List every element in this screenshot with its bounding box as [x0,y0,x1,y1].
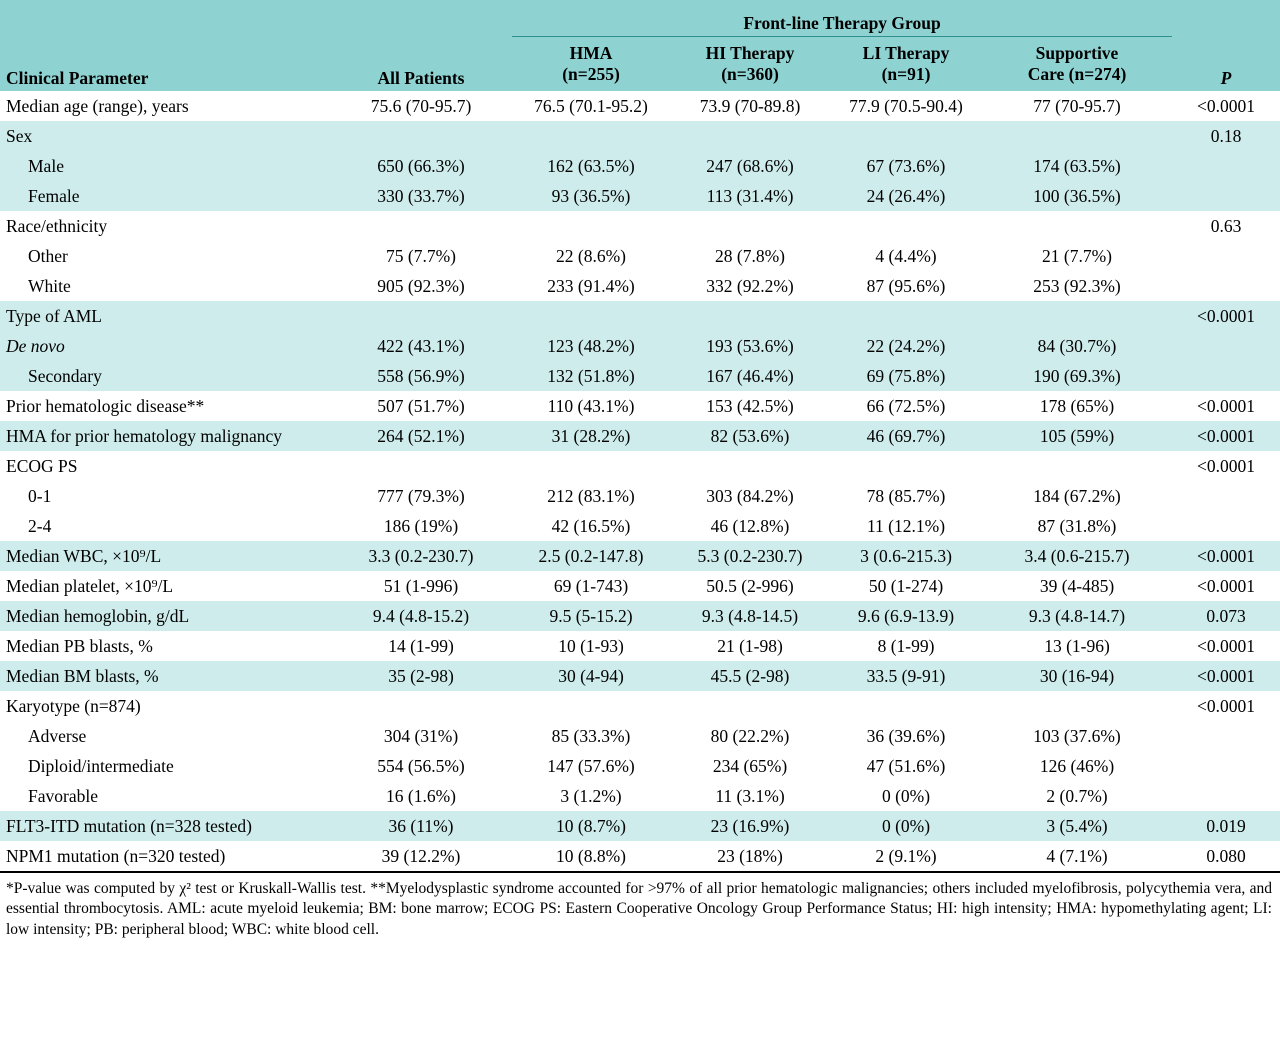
header-sub-hi-n: (n=360) [721,64,779,84]
row-value: 85 (33.3%) [512,721,670,751]
row-label: HMA for prior hematology malignancy [0,421,330,451]
row-value: 507 (51.7%) [330,391,512,421]
row-value: 77 (70-95.7) [982,91,1172,121]
row-value [830,301,982,331]
row-value: 80 (22.2%) [670,721,830,751]
table-row [0,481,1280,511]
row-value [982,451,1172,481]
row-value [982,691,1172,721]
row-label: Adverse [0,721,330,751]
row-value: 36 (39.6%) [830,721,982,751]
row-value: 14 (1-99) [330,631,512,661]
row-value: 11 (3.1%) [670,781,830,811]
row-value: 153 (42.5%) [670,391,830,421]
table-row [0,91,1280,121]
row-value: 46 (12.8%) [670,511,830,541]
row-value: 39 (4-485) [982,571,1172,601]
table-row [0,211,1280,241]
row-p-value: <0.0001 [1172,391,1280,421]
row-value: 132 (51.8%) [512,361,670,391]
row-value: 178 (65%) [982,391,1172,421]
row-p-value: <0.0001 [1172,631,1280,661]
row-value: 9.5 (5-15.2) [512,601,670,631]
header-sub-supportive-n: Care (n=274) [1027,64,1127,84]
row-value: 332 (92.2%) [670,271,830,301]
row-value [512,301,670,331]
row-value: 77.9 (70.5-90.4) [830,91,982,121]
row-p-value [1172,331,1280,361]
row-value: 10 (1-93) [512,631,670,661]
row-value [830,211,982,241]
row-value: 39 (12.2%) [330,841,512,871]
row-label: FLT3-ITD mutation (n=328 tested) [0,811,330,841]
row-value: 87 (95.6%) [830,271,982,301]
row-value: 22 (24.2%) [830,331,982,361]
row-value: 253 (92.3%) [982,271,1172,301]
row-value: 126 (46%) [982,751,1172,781]
row-p-value [1172,721,1280,751]
row-value: 8 (1-99) [830,631,982,661]
row-value: 4 (7.1%) [982,841,1172,871]
row-p-value [1172,241,1280,271]
row-value: 10 (8.8%) [512,841,670,871]
row-value: 3 (0.6-215.3) [830,541,982,571]
row-value: 190 (69.3%) [982,361,1172,391]
row-value: 162 (63.5%) [512,151,670,181]
row-value: 9.3 (4.8-14.5) [670,601,830,631]
row-value: 186 (19%) [330,511,512,541]
row-label: Other [0,241,330,271]
row-value: 3.3 (0.2-230.7) [330,541,512,571]
row-value [512,121,670,151]
row-value: 247 (68.6%) [670,151,830,181]
header-sub-hma-n: (n=255) [562,64,620,84]
header-sub-hma-name: HMA [569,43,613,63]
row-label: De novo [0,331,330,361]
row-label: Median BM blasts, % [0,661,330,691]
row-value: 50.5 (2-996) [670,571,830,601]
row-p-value: <0.0001 [1172,91,1280,121]
row-value: 650 (66.3%) [330,151,512,181]
header-sub-li-n: (n=91) [881,64,931,84]
row-value: 5.3 (0.2-230.7) [670,541,830,571]
row-value: 51 (1-996) [330,571,512,601]
table-row [0,571,1280,601]
row-p-value [1172,271,1280,301]
row-value: 66 (72.5%) [830,391,982,421]
header-p-value: P [1172,0,1280,91]
header-sub-supportive-name: Supportive [1035,43,1119,63]
row-value: 78 (85.7%) [830,481,982,511]
table-row [0,121,1280,151]
row-value [670,451,830,481]
table-row [0,721,1280,751]
table-row [0,631,1280,661]
row-value: 105 (59%) [982,421,1172,451]
row-value: 84 (30.7%) [982,331,1172,361]
row-value [982,211,1172,241]
row-value: 75.6 (70-95.7) [330,91,512,121]
row-value [670,301,830,331]
row-p-value [1172,481,1280,511]
row-value: 233 (91.4%) [512,271,670,301]
row-p-value: 0.18 [1172,121,1280,151]
row-label: Karyotype (n=874) [0,691,330,721]
row-value [982,121,1172,151]
row-value: 9.3 (4.8-14.7) [982,601,1172,631]
row-value: 42 (16.5%) [512,511,670,541]
row-value [330,301,512,331]
row-p-value: <0.0001 [1172,691,1280,721]
row-value: 330 (33.7%) [330,181,512,211]
row-value: 123 (48.2%) [512,331,670,361]
row-value: 234 (65%) [670,751,830,781]
row-value: 3 (1.2%) [512,781,670,811]
row-value: 422 (43.1%) [330,331,512,361]
row-value: 69 (75.8%) [830,361,982,391]
row-p-value: <0.0001 [1172,421,1280,451]
row-value [330,211,512,241]
row-value: 36 (11%) [330,811,512,841]
table-row [0,691,1280,721]
row-value: 45.5 (2-98) [670,661,830,691]
row-value: 11 (12.1%) [830,511,982,541]
header-sub-hi-name: HI Therapy [705,43,795,63]
row-value [670,211,830,241]
row-p-value: 0.073 [1172,601,1280,631]
row-value: 212 (83.1%) [512,481,670,511]
table-header [0,0,1280,91]
row-value: 0 (0%) [830,811,982,841]
table-row [0,241,1280,271]
row-label: Median PB blasts, % [0,631,330,661]
row-value: 558 (56.9%) [330,361,512,391]
row-value: 73.9 (70-89.8) [670,91,830,121]
row-value: 93 (36.5%) [512,181,670,211]
row-value: 3.4 (0.6-215.7) [982,541,1172,571]
row-value [330,121,512,151]
row-value: 554 (56.5%) [330,751,512,781]
table-row [0,661,1280,691]
header-frontline-therapy-group: Front-line Therapy Group [512,0,1172,37]
row-p-value: 0.080 [1172,841,1280,871]
row-value: 2 (0.7%) [982,781,1172,811]
row-p-value [1172,751,1280,781]
row-value [830,691,982,721]
table-row [0,751,1280,781]
row-p-value [1172,781,1280,811]
row-value: 67 (73.6%) [830,151,982,181]
row-label: Race/ethnicity [0,211,330,241]
row-value: 33.5 (9-91) [830,661,982,691]
row-label: White [0,271,330,301]
table-row [0,391,1280,421]
row-label: 2-4 [0,511,330,541]
row-p-value: 0.019 [1172,811,1280,841]
table-row [0,451,1280,481]
row-value: 9.6 (6.9-13.9) [830,601,982,631]
row-p-value: 0.63 [1172,211,1280,241]
row-label: Favorable [0,781,330,811]
row-value: 30 (4-94) [512,661,670,691]
row-p-value: <0.0001 [1172,541,1280,571]
table-row [0,181,1280,211]
row-value: 76.5 (70.1-95.2) [512,91,670,121]
header-clinical-parameter: Clinical Parameter [0,0,330,91]
row-p-value: <0.0001 [1172,451,1280,481]
row-p-value: <0.0001 [1172,661,1280,691]
row-value: 167 (46.4%) [670,361,830,391]
table-row [0,511,1280,541]
row-value: 30 (16-94) [982,661,1172,691]
row-label: Type of AML [0,301,330,331]
table-row [0,271,1280,301]
row-value: 31 (28.2%) [512,421,670,451]
row-value: 50 (1-274) [830,571,982,601]
row-value: 21 (1-98) [670,631,830,661]
row-value: 46 (69.7%) [830,421,982,451]
table-row [0,361,1280,391]
header-sub-li-name: LI Therapy [862,43,950,63]
row-p-value [1172,361,1280,391]
row-value [512,451,670,481]
row-label: NPM1 mutation (n=320 tested) [0,841,330,871]
row-value: 10 (8.7%) [512,811,670,841]
row-value: 3 (5.4%) [982,811,1172,841]
table-row [0,331,1280,361]
row-label: 0-1 [0,481,330,511]
table-row [0,541,1280,571]
row-value: 193 (53.6%) [670,331,830,361]
row-label: Female [0,181,330,211]
row-value: 87 (31.8%) [982,511,1172,541]
row-value: 75 (7.7%) [330,241,512,271]
row-value: 24 (26.4%) [830,181,982,211]
row-p-value [1172,511,1280,541]
row-value: 2.5 (0.2-147.8) [512,541,670,571]
table-row [0,601,1280,631]
row-value: 22 (8.6%) [512,241,670,271]
row-label: Diploid/intermediate [0,751,330,781]
row-value: 2 (9.1%) [830,841,982,871]
row-value: 174 (63.5%) [982,151,1172,181]
row-value [830,451,982,481]
table-row [0,811,1280,841]
header-sub-supportive-care [982,37,1172,92]
row-label: Median platelet, ×10⁹/L [0,571,330,601]
row-value: 16 (1.6%) [330,781,512,811]
row-p-value: <0.0001 [1172,301,1280,331]
row-label: Median WBC, ×10⁹/L [0,541,330,571]
row-value: 23 (16.9%) [670,811,830,841]
row-value: 777 (79.3%) [330,481,512,511]
table-row [0,301,1280,331]
row-value: 82 (53.6%) [670,421,830,451]
row-value [670,691,830,721]
row-value: 113 (31.4%) [670,181,830,211]
row-p-value [1172,181,1280,211]
row-value: 184 (67.2%) [982,481,1172,511]
row-label: Prior hematologic disease** [0,391,330,421]
row-value: 303 (84.2%) [670,481,830,511]
header-sub-hi-therapy [670,37,830,92]
row-value: 23 (18%) [670,841,830,871]
row-value: 110 (43.1%) [512,391,670,421]
row-value [512,211,670,241]
row-label: Median age (range), years [0,91,330,121]
row-label: Sex [0,121,330,151]
row-value: 0 (0%) [830,781,982,811]
table-row [0,421,1280,451]
header-row-top [0,0,1280,37]
row-value: 905 (92.3%) [330,271,512,301]
table-row [0,781,1280,811]
row-value: 304 (31%) [330,721,512,751]
row-value: 147 (57.6%) [512,751,670,781]
row-value [330,451,512,481]
row-label: Median hemoglobin, g/dL [0,601,330,631]
row-label: ECOG PS [0,451,330,481]
row-label: Male [0,151,330,181]
header-sub-li-therapy [830,37,982,92]
row-value: 9.4 (4.8-15.2) [330,601,512,631]
table-row [0,841,1280,871]
row-p-value: <0.0001 [1172,571,1280,601]
row-value: 103 (37.6%) [982,721,1172,751]
row-value: 21 (7.7%) [982,241,1172,271]
table-row [0,151,1280,181]
row-value: 4 (4.4%) [830,241,982,271]
table-footnote: *P-value was computed by χ² test or Kruskall-Wallis test. **Myelodysplastic syndrome accounted for >97% of all prior hematologic malignancies; others included myelofibrosis, polycythemia vera, and essential thrombocytosis. AML: acute myeloid leukemia; BM: bone marrow; ECOG PS: Eastern Cooperative Oncology Group Performance Status; HI: high intensity; HMA: hypomethylating agent; LI: low intensity; PB: peripheral blood; WBC: white blood cell. [6,880,1272,938]
row-value [982,301,1172,331]
row-value: 69 (1-743) [512,571,670,601]
row-value [512,691,670,721]
table-body [0,91,1280,871]
header-all-patients: All Patients [330,0,512,91]
row-value: 47 (51.6%) [830,751,982,781]
row-value [670,121,830,151]
row-value [830,121,982,151]
row-value: 35 (2-98) [330,661,512,691]
header-sub-hma [512,37,670,92]
row-value: 264 (52.1%) [330,421,512,451]
row-value: 28 (7.8%) [670,241,830,271]
row-p-value [1172,151,1280,181]
row-value [330,691,512,721]
row-value: 13 (1-96) [982,631,1172,661]
row-value: 100 (36.5%) [982,181,1172,211]
row-label: Secondary [0,361,330,391]
